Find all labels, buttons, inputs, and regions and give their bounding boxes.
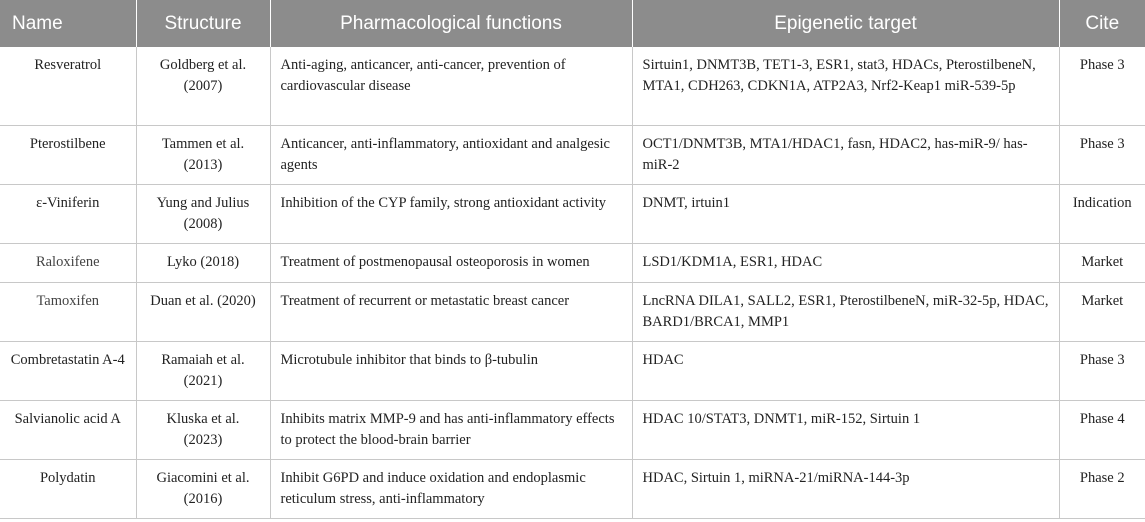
cell-target: HDAC, Sirtuin 1, miRNA-21/miRNA-144-3p	[632, 460, 1059, 519]
cell-cite: Phase 2	[1059, 460, 1145, 519]
cell-structure: Kluska et al. (2023)	[136, 401, 270, 460]
cell-cite: Market	[1059, 283, 1145, 342]
cell-structure: Ramaiah et al. (2021)	[136, 342, 270, 401]
cell-name: Pterostilbene	[0, 126, 136, 185]
cell-name: Tamoxifen	[0, 283, 136, 342]
cell-target: HDAC 10/STAT3, DNMT1, miR-152, Sirtuin 1	[632, 401, 1059, 460]
cell-cite: Phase 4	[1059, 401, 1145, 460]
cell-name: Resveratrol	[0, 47, 136, 126]
cell-structure: Duan et al. (2020)	[136, 283, 270, 342]
cell-structure: Giacomini et al. (2016)	[136, 460, 270, 519]
cell-functions: Microtubule inhibitor that binds to β-tubulin	[270, 342, 632, 401]
table-row	[0, 126, 1145, 185]
cell-name: Salvianolic acid A	[0, 401, 136, 460]
cell-functions: Inhibits matrix MMP-9 and has anti-inflammatory effects to protect the blood-brain barrier	[270, 401, 632, 460]
cell-cite: Market	[1059, 244, 1145, 283]
header-row	[0, 0, 1145, 47]
cell-cite: Phase 3	[1059, 342, 1145, 401]
cell-cite: Indication	[1059, 185, 1145, 244]
cell-target: OCT1/DNMT3B, MTA1/HDAC1, fasn, HDAC2, has-miR-9/ has-miR-2	[632, 126, 1059, 185]
header-name: Name	[0, 0, 136, 47]
cell-cite: Phase 3	[1059, 126, 1145, 185]
cell-target: HDAC	[632, 342, 1059, 401]
header-target: Epigenetic target	[632, 0, 1059, 47]
cell-target: LncRNA DILA1, SALL2, ESR1, PterostilbeneN, miR-32-5p, HDAC, BARD1/BRCA1, MMP1	[632, 283, 1059, 342]
cell-functions: Inhibit G6PD and induce oxidation and endoplasmic reticulum stress, anti-inflammatory	[270, 460, 632, 519]
header-cite: Cite	[1059, 0, 1145, 47]
cell-functions: Anticancer, anti-inflammatory, antioxidant and analgesic agents	[270, 126, 632, 185]
cell-functions: Treatment of postmenopausal osteoporosis in women	[270, 244, 632, 283]
cell-structure: Lyko (2018)	[136, 244, 270, 283]
table-row	[0, 244, 1145, 283]
cell-name: Combretastatin A-4	[0, 342, 136, 401]
cell-target: LSD1/KDM1A, ESR1, HDAC	[632, 244, 1059, 283]
table-row	[0, 47, 1145, 126]
table-row	[0, 342, 1145, 401]
cell-cite: Phase 3	[1059, 47, 1145, 126]
cell-functions: Anti-aging, anticancer, anti-cancer, prevention of cardiovascular disease	[270, 47, 632, 126]
table-row	[0, 401, 1145, 460]
cell-structure: Goldberg et al. (2007)	[136, 47, 270, 126]
cell-target: Sirtuin1, DNMT3B, TET1-3, ESR1, stat3, HDACs, PterostilbeneN, MTA1, CDH263, CDKN1A, ATP2A3, Nrf2-Keap1 miR-539-5p	[632, 47, 1059, 126]
cell-structure: Tammen et al. (2013)	[136, 126, 270, 185]
cell-functions: Inhibition of the CYP family, strong antioxidant activity	[270, 185, 632, 244]
cell-structure: Yung and Julius (2008)	[136, 185, 270, 244]
cell-functions: Treatment of recurrent or metastatic breast cancer	[270, 283, 632, 342]
table-row	[0, 460, 1145, 519]
header-functions: Pharmacological functions	[270, 0, 632, 47]
cell-name: Polydatin	[0, 460, 136, 519]
cell-target: DNMT, irtuin1	[632, 185, 1059, 244]
cell-name: Raloxifene	[0, 244, 136, 283]
header-structure: Structure	[136, 0, 270, 47]
cell-name: ε-Viniferin	[0, 185, 136, 244]
table-row	[0, 283, 1145, 342]
table-row	[0, 185, 1145, 244]
